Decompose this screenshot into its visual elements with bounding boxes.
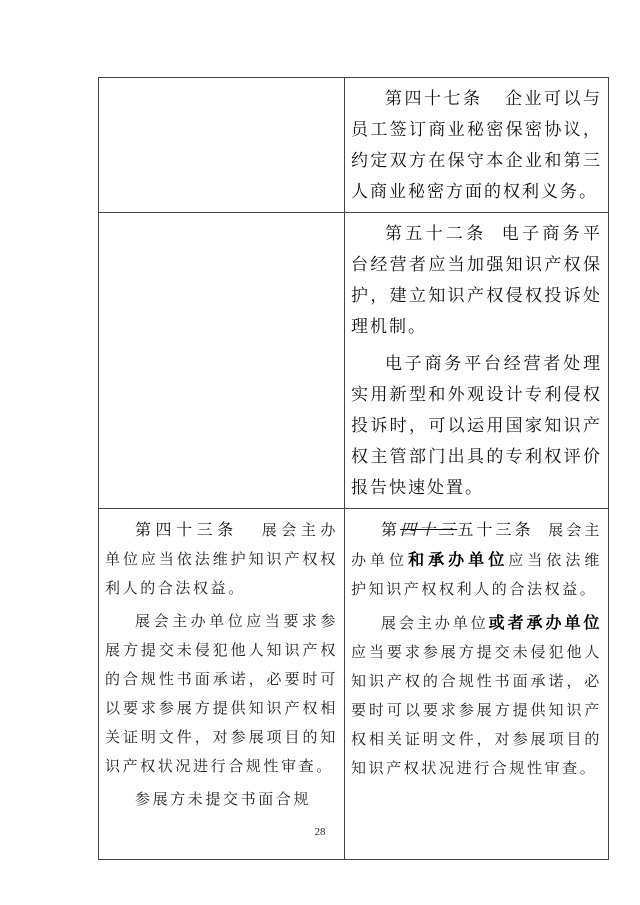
article-paragraph: 参展方未提交书面合规 (135, 790, 312, 808)
inserted-text: 和承办单位 (408, 550, 509, 569)
article-paragraph (351, 608, 602, 783)
table-row (99, 78, 609, 213)
article-number: 第四十七条 (385, 89, 483, 109)
table-row (99, 213, 609, 509)
article-text: 应当依法维护知识产权权利人的合法权益。 (351, 551, 602, 598)
article-text: 展会主办单位 (381, 614, 489, 632)
article-paragraph (351, 84, 602, 208)
article-paragraph (351, 515, 602, 604)
article-paragraph: 电子商务平台经营者处理实用新型和外观设计专利侵权投诉时，可以运用国家知识产权主管部门出具的专利权评价报告快速处置。 (351, 354, 602, 498)
left-cell-original (99, 509, 345, 860)
article-paragraph (105, 515, 338, 603)
page-number: 28 (314, 826, 326, 838)
article-prefix: 第 (381, 520, 401, 539)
article-text: 电子商务平台经营者应当加强知识产权保护，建立知识产权侵权投诉处理机制。 (351, 224, 602, 337)
comparison-table (98, 77, 609, 860)
article-text: 展会主办单位 (351, 521, 602, 569)
right-cell (345, 78, 609, 213)
article-text: 展会主办单位应当依法维护知识产权权利人的合法权益。 (105, 521, 338, 597)
deleted-text: 四十三 (400, 520, 458, 539)
right-cell-revised (345, 509, 609, 860)
article-text: 应当要求参展方提交未侵犯他人知识产权的合规性书面承诺，必要时可以要求参展方提供知识产权相关证明文件，对参展项目的知识产权状况进行合规性审查。 (351, 643, 602, 777)
left-cell-empty (99, 213, 345, 509)
article-paragraph (351, 219, 602, 343)
table-row (99, 509, 609, 860)
article-number: 第四十三条 (135, 520, 238, 539)
left-cell-empty (99, 78, 345, 213)
article-number: 第五十二条 (385, 224, 487, 244)
inserted-article-number: 五十三条 (457, 520, 534, 539)
inserted-text: 或者承办单位 (488, 613, 602, 632)
right-cell (345, 213, 609, 509)
article-paragraph: 展会主办单位应当要求参展方提交未侵犯他人知识产权的合规性书面承诺，必要时可以要求参展方提供知识产权相关证明文件，对参展项目的知识产权状况进行合规性审查。 (105, 612, 338, 775)
article-text: 企业可以与员工签订商业秘密保密协议，约定双方在保守本企业和第三人商业秘密方面的权利义务。 (351, 89, 602, 202)
